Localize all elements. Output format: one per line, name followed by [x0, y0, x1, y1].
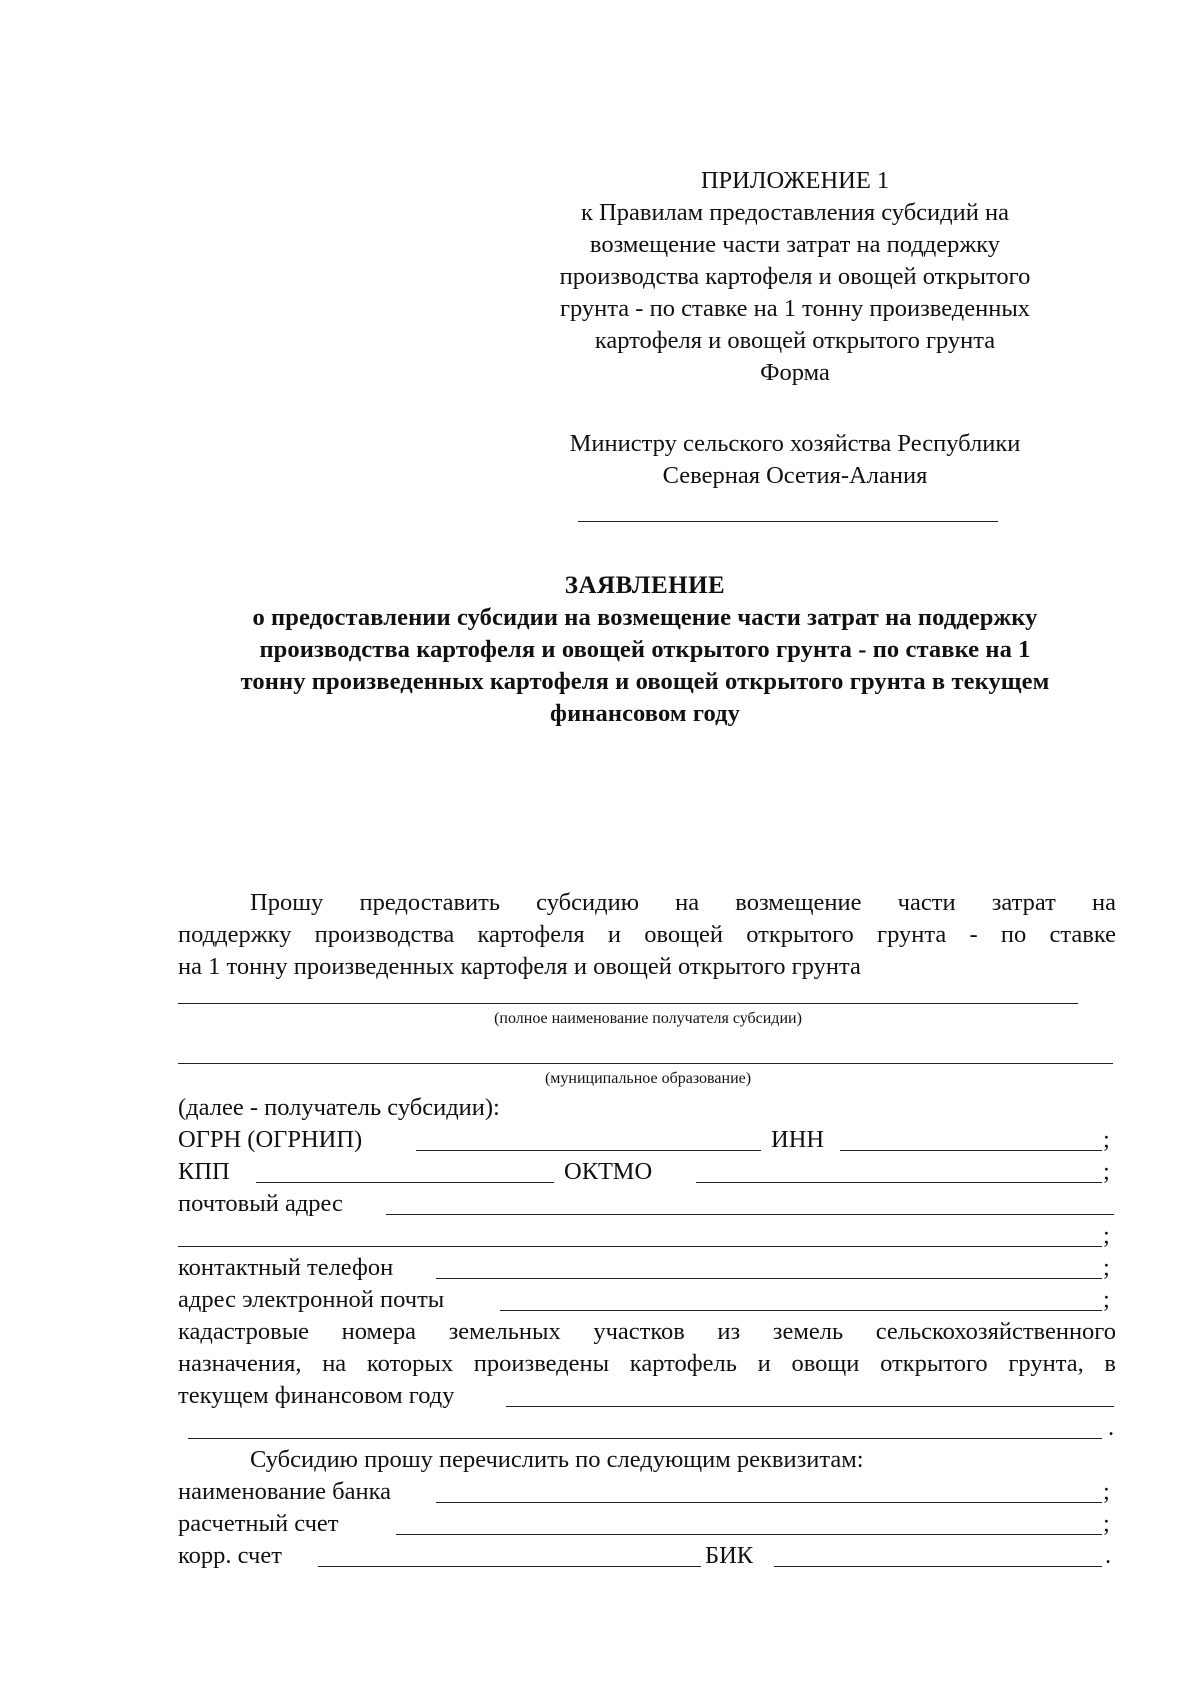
email-field[interactable] — [500, 1310, 1102, 1311]
appendix-heading: ПРИЛОЖЕНИЕ 1 — [700, 167, 890, 194]
appendix-line: грунта - по ставке на 1 тонну произведенных — [559, 295, 1031, 322]
title-line: производства картофеля и овощей открытого грунта - по ставке на 1 — [259, 636, 1031, 663]
recipient-name-caption: (полное наименование получателя субсидии) — [494, 1010, 802, 1027]
recipient-name-blank[interactable] — [178, 1003, 1078, 1004]
corr-bik-row — [178, 1541, 1118, 1571]
phone-field[interactable] — [436, 1278, 1102, 1279]
semicolon: ; — [1103, 1222, 1110, 1249]
addressee-blank-line[interactable] — [578, 521, 998, 522]
semicolon: ; — [1103, 1158, 1110, 1185]
cadastral-field[interactable] — [506, 1406, 1114, 1407]
kpp-label: КПП — [178, 1158, 230, 1185]
appendix-block — [505, 165, 1085, 389]
postal-address-row-2 — [178, 1221, 1118, 1251]
oktmo-field[interactable] — [696, 1182, 1102, 1183]
hereinafter-label: (далее - получатель субсидии): — [178, 1094, 500, 1121]
account-field[interactable] — [396, 1534, 1102, 1535]
kpp-oktmo-row — [178, 1157, 1118, 1187]
request-line: Прошу предоставить субсидию на возмещение части затрат на — [250, 889, 1116, 916]
semicolon: ; — [1103, 1478, 1110, 1505]
title-line: финансовом году — [550, 700, 740, 727]
semicolon: ; — [1103, 1254, 1110, 1281]
document-title — [175, 570, 1115, 730]
period: . — [1108, 1414, 1115, 1441]
request-line: на 1 тонну произведенных картофеля и овощей открытого грунта — [178, 953, 861, 980]
cadastral-line: назначения, на которых произведены картофель и овощи открытого грунта, в — [178, 1350, 1116, 1377]
bank-intro: Субсидию прошу перечислить по следующим реквизитам: — [250, 1446, 864, 1473]
postal-address-label: почтовый адрес — [178, 1190, 343, 1217]
semicolon: ; — [1103, 1286, 1110, 1313]
postal-address-row — [178, 1189, 1118, 1219]
period: . — [1105, 1542, 1112, 1569]
appendix-line: к Правилам предоставления субсидий на — [581, 199, 1009, 226]
municipality-blank[interactable] — [178, 1063, 1113, 1064]
semicolon: ; — [1103, 1510, 1110, 1537]
ogrn-inn-row — [178, 1125, 1118, 1155]
title-main: ЗАЯВЛЕНИЕ — [564, 572, 726, 599]
appendix-line: возмещение части затрат на поддержку — [589, 231, 1001, 258]
semicolon: ; — [1103, 1126, 1110, 1153]
inn-label: ИНН — [771, 1126, 825, 1153]
addressee-line: Северная Осетия-Алания — [662, 462, 928, 489]
appendix-line: производства картофеля и овощей открытого — [559, 263, 1031, 290]
cadastral-row-2 — [178, 1413, 1118, 1443]
ogrn-label: ОГРН (ОГРНИП) — [178, 1126, 363, 1153]
addressee-line: Министру сельского хозяйства Республики — [569, 430, 1021, 457]
request-paragraph — [178, 887, 1116, 983]
request-line: поддержку производства картофеля и овощей открытого грунта - по ставке — [178, 921, 1116, 948]
cadastral-last-row — [178, 1381, 1118, 1411]
kpp-field[interactable] — [256, 1182, 554, 1183]
postal-address-field[interactable] — [386, 1214, 1114, 1215]
addressee-block — [505, 428, 1085, 492]
bik-field[interactable] — [774, 1566, 1102, 1567]
corr-account-label: корр. счет — [178, 1542, 282, 1569]
cadastral-line: кадастровые номера земельных участков из земель сельскохозяйственного — [178, 1318, 1116, 1345]
phone-row — [178, 1253, 1118, 1283]
appendix-line: картофеля и овощей открытого грунта — [594, 327, 996, 354]
title-line: тонну произведенных картофеля и овощей открытого грунта в текущем — [240, 668, 1050, 695]
hereinafter-row — [178, 1093, 1118, 1123]
account-row — [178, 1509, 1118, 1539]
inn-field[interactable] — [840, 1150, 1102, 1151]
phone-label: контактный телефон — [178, 1254, 394, 1281]
form-label: Форма — [760, 359, 830, 386]
email-label: адрес электронной почты — [178, 1286, 445, 1313]
email-row — [178, 1285, 1118, 1315]
corr-account-field[interactable] — [318, 1566, 701, 1567]
cadastral-field-continued[interactable] — [188, 1438, 1102, 1439]
account-label: расчетный счет — [178, 1510, 339, 1537]
bank-name-field[interactable] — [436, 1502, 1102, 1503]
oktmo-label: ОКТМО — [564, 1158, 653, 1185]
ogrn-field[interactable] — [416, 1150, 761, 1151]
title-line: о предоставлении субсидии на возмещение части затрат на поддержку — [252, 604, 1038, 631]
municipality-caption: (муниципальное образование) — [544, 1070, 752, 1087]
bank-name-label: наименование банка — [178, 1478, 392, 1505]
bik-label: БИК — [705, 1542, 754, 1569]
cadastral-last-label: текущем финансовом году — [178, 1382, 455, 1409]
postal-address-field-continued[interactable] — [178, 1246, 1102, 1247]
bank-name-row — [178, 1477, 1118, 1507]
